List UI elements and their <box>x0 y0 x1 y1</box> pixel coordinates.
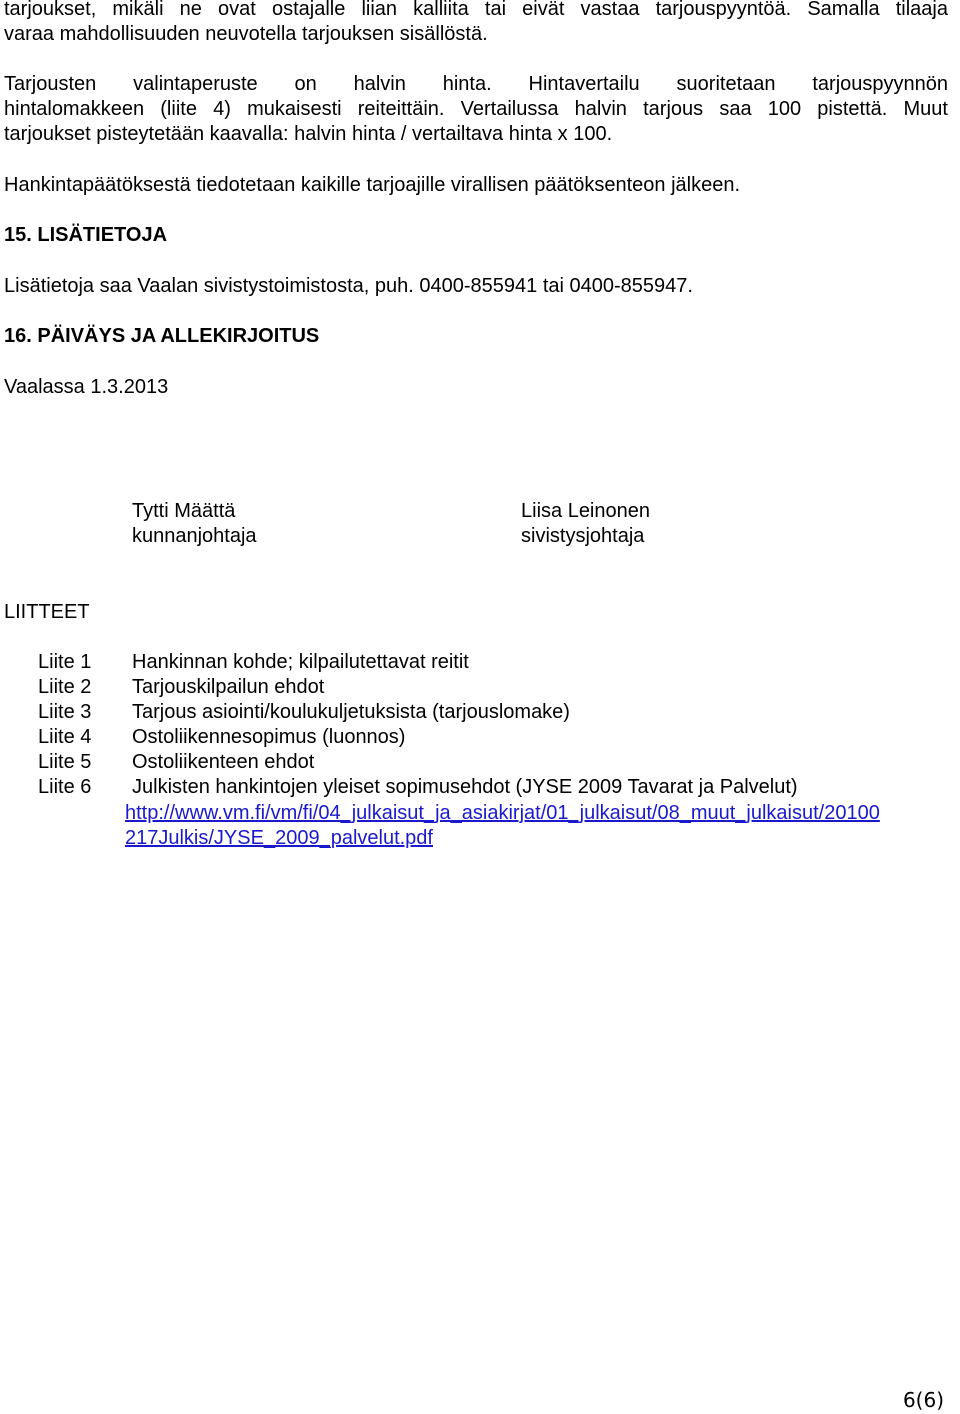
attachment-title: Ostoliikenteen ehdot <box>132 751 315 773</box>
signer-block <box>132 499 257 549</box>
text-line: tarjoukset, mikäli ne ovat ostajalle liian kalliita tai eivät vastaa tarjouspyyntöä. Samalla tilaaja <box>4 0 948 20</box>
attachment-number: Liite 1 <box>38 651 92 673</box>
attachment-title: Tarjouskilpailun ehdot <box>132 676 325 698</box>
paragraph-selection-criteria <box>4 72 948 147</box>
attachment-title: Hankinnan kohde; kilpailutettavat reitit <box>132 651 469 673</box>
attachment-number: Liite 3 <box>38 701 92 723</box>
text-line: hintalomakkeen (liite 4) mukaisesti reiteittäin. Vertailussa halvin tarjous saa 100 pistettä. Muut <box>4 98 948 120</box>
jyse-link-line[interactable]: http://www.vm.fi/vm/fi/04_julkaisut_ja_asiakirjat/01_julkaisut/08_muut_julkaisut/20100 <box>125 802 880 824</box>
place-date: Vaalassa 1.3.2013 <box>4 376 169 398</box>
additional-info-text: Lisätietoja saa Vaalan sivistystoimistosta, puh. 0400-855941 tai 0400-855947. <box>4 275 693 297</box>
page-number: 6(6) <box>902 1388 944 1412</box>
signer-block <box>521 499 650 549</box>
section-heading-date-signature: 16. PÄIVÄYS JA ALLEKIRJOITUS <box>4 325 320 347</box>
paragraph-offer-rejection <box>4 0 948 47</box>
attachment-number: Liite 6 <box>38 776 92 798</box>
signer-title: kunnanjohtaja <box>132 525 257 547</box>
signer-title: sivistysjohtaja <box>521 525 645 547</box>
jyse-link-line[interactable]: 217Julkis/JYSE_2009_palvelut.pdf <box>125 827 433 849</box>
attachment-title: Tarjous asiointi/koulukuljetuksista (tarjouslomake) <box>132 701 570 723</box>
section-heading-additional-info: 15. LISÄTIETOJA <box>4 224 168 246</box>
signer-name: Tytti Määttä <box>132 500 236 522</box>
paragraph-decision-notice: Hankintapäätöksestä tiedotetaan kaikille tarjoajille virallisen päätöksenteon jälkeen. <box>4 174 741 196</box>
attachment-title: Julkisten hankintojen yleiset sopimusehdot (JYSE 2009 Tavarat ja Palvelut) <box>132 776 798 798</box>
attachment-title: Ostoliikennesopimus (luonnos) <box>132 726 406 748</box>
attachments-heading: LIITTEET <box>4 601 90 623</box>
signer-name: Liisa Leinonen <box>521 500 650 522</box>
text-line: varaa mahdollisuuden neuvotella tarjouksen sisällöstä. <box>4 23 488 45</box>
text-line: Tarjousten valintaperuste on halvin hinta. Hintavertailu suoritetaan tarjouspyynnön <box>4 73 948 95</box>
attachment-number: Liite 4 <box>38 726 92 748</box>
text-line: tarjoukset pisteytetään kaavalla: halvin hinta / vertailtava hinta x 100. <box>4 123 613 145</box>
attachment-number: Liite 2 <box>38 676 92 698</box>
attachment-number: Liite 5 <box>38 751 92 773</box>
